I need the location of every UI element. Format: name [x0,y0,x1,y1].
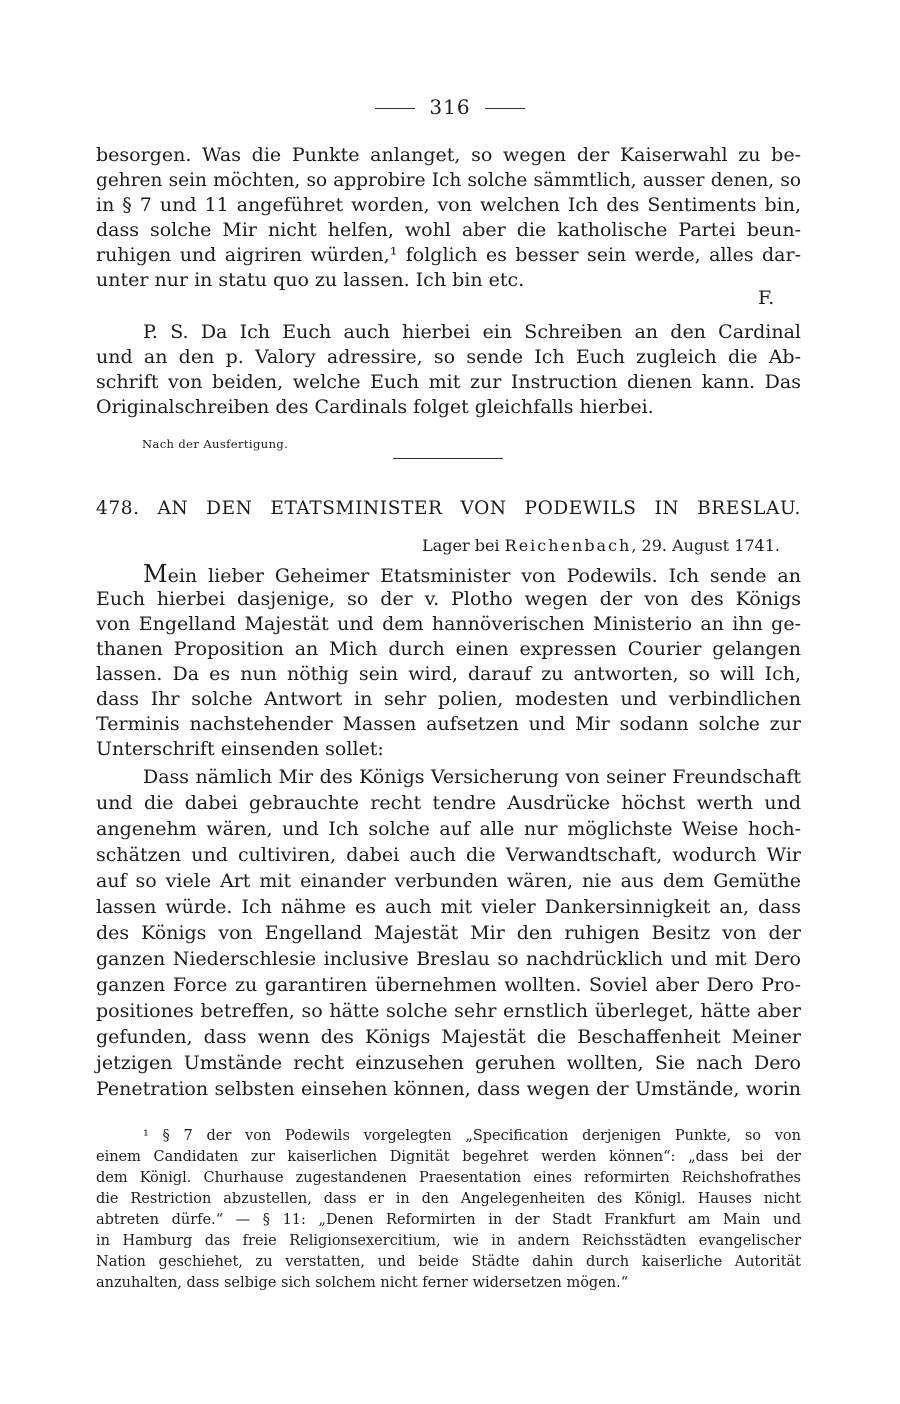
footnote-line: einem Candidaten zur kaiserlichen Dignität begehret werden können“: „dass bei der [96,1149,801,1165]
paragraph-line: und die dabei gebrauchte recht tendre Ausdrücke höchst werth und [96,792,801,814]
footnote-line: ¹ § 7 der von Podewils vorgelegten „Specification derjenigen Punkte, so von [143,1128,801,1144]
paragraph-line: Dass nämlich Mir des Königs Versicherung von seiner Freundschaft [143,766,801,788]
text-line: besorgen. Was die Punkte anlanget, so wegen der Kaiserwahl zu be- [96,144,801,166]
paragraph-line: angenehm wären, und Ich solche auf alle nur möglichste Weise hoch- [96,818,801,840]
opening-text: ein lieber Geheimer Etatsminister von Podewils. Ich sende an [167,565,801,587]
paragraph-line: ganzen Force zu garantiren übernehmen wollten. Soviel aber Dero Pro- [96,974,801,996]
text-line: gehren sein möchten, so approbire Ich solche sämmtlich, ausser denen, so [96,170,801,191]
letter-opening-line [143,562,801,589]
paragraph-line: positiones betreffen, so hätte solche sehr ernstlich überleget, hätte aber [96,1000,801,1022]
footnote-line: in Hamburg das freie Religionsexercitium, wie in andern Reichsstädten evangelischer [96,1233,801,1249]
signature: F. [758,287,775,309]
paragraph-line: des Königs von Engelland Majestät Mir den ruhigen Besitz von der [96,922,801,944]
footnote-line: abtreten dürfe.“ — § 11: „Denen Reformirten in der Stadt Frankfurt am Main und [96,1212,801,1228]
page-number-header [0,94,900,120]
initial-letter: M [143,560,168,588]
paragraph-line: ganzen Niederschlesie inclusive Breslau so nachdrücklich und mit Dero [96,948,801,970]
letter-line: dass Ihr solche Antwort in sehr polien, modesten und verbindlichen [96,688,801,710]
header-dash-right [485,108,525,109]
dateline-date: , 29. August 1741. [631,536,780,555]
letter-line: Euch hierbei dasjenige, so der v. Plotho wegen der von des Königs [96,588,801,610]
footnote-line: Nation geschiehet, zu verstatten, und beide Städte dahin durch kaiserliche Autorität [96,1254,801,1270]
paragraph-line: auf so viele Art mit einander verbunden wären, nie aus dem Gemüthe [96,870,801,892]
ps-line: P. S. Da Ich Euch auch hierbei ein Schreiben an den Cardinal [143,321,801,343]
text-line: dass solche Mir nicht helfen, wohl aber die katholische Partei beun- [96,219,801,241]
letter-line: Terminis nachstehender Massen aufsetzen und Mir sodann solche zur [96,713,801,735]
ps-line: und an den p. Valory adressire, so sende Ich Euch zugleich die Ab- [96,346,801,368]
text-line: unter nur in statu quo zu lassen. Ich bin etc. [96,269,525,291]
letter-heading: 478. AN DEN ETATSMINISTER VON PODEWILS IN BRESLAU. [96,498,801,519]
footnote-line: die Restriction abzustellen, dass er in den Angelegenheiten des Königl. Hauses nicht [96,1191,801,1207]
paragraph-line: lassen würde. Ich nähme es auch mit vieler Dankersinnigkeit an, dass [96,896,801,918]
page-number: 316 [429,95,471,119]
ps-line: Originalschreiben des Cardinals folget gleichfalls hierbei. [96,396,654,418]
header-dash-left [375,108,415,109]
paragraph-line: Penetration selbsten einsehen können, dass wegen der Umstände, worin [96,1078,801,1100]
text-line: in § 7 und 11 angeführet worden, von welchen Ich des Sentiments bin, [96,194,801,216]
paragraph-line: schätzen und cultiviren, dabei auch die Verwandtschaft, wodurch Wir [96,844,801,866]
dateline-prefix: Lager bei [422,536,505,555]
section-divider [393,458,503,459]
dateline-place: Reichenbach [504,536,632,555]
letter-dateline [400,535,780,557]
ps-line: schrift von beiden, welche Euch mit zur Instruction dienen kann. Das [96,371,801,393]
footnote-line: anzuhalten, dass selbige sich solchem nicht ferner widersetzen mögen.“ [96,1275,629,1291]
letter-line: von Engelland Majestät und dem hannöverischen Ministerio an ihn ge- [96,613,801,635]
footnote-line: dem Königl. Churhause zugestandenen Praesentation eines reformirten Reichshofrathes [96,1170,801,1186]
source-note: Nach der Ausfertigung. [142,437,289,451]
paragraph-line: gefunden, dass wenn des Königs Majestät die Beschaffenheit Meiner [96,1026,801,1048]
paragraph-line: jetzigen Umstände recht einzusehen geruhen wollten, Sie nach Dero [96,1052,801,1074]
text-line: ruhigen und aigriren würden,¹ folglich es besser sein werde, alles dar- [96,244,801,266]
letter-line: lassen. Da es nun nöthig sein wird, darauf zu antworten, so will Ich, [96,663,801,685]
letter-line: Unterschrift einsenden sollet: [96,738,384,760]
letter-line: thanen Proposition an Mich durch einen expressen Courier gelangen [96,638,801,660]
